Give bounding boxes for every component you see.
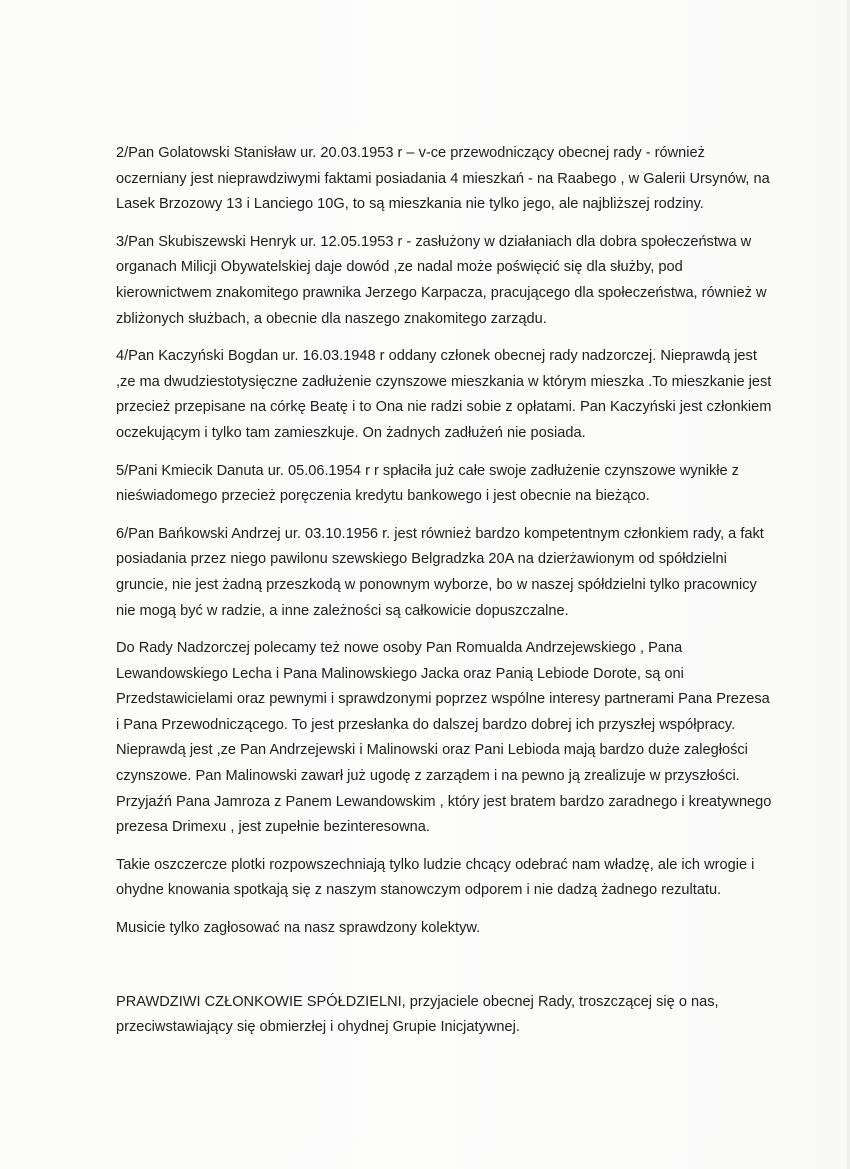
paragraph-vote-call: Musicie tylko zagłosować na nasz sprawdzony kolektyw. bbox=[116, 920, 481, 937]
paragraph-bankowski: 6/Pan Bańkowski Andrzej ur. 03.10.1956 r. jest również bardzo kompetentnym członkiem rady, a fakt posiadania przez niego pawilonu szewskiego Belgradzka 20A na dzierżawionym od spółdzielni gruncie, nie jest żadną przeszkodą w ponownym wyborze, bo w naszej spółdzielni tylko pracownicy nie mogą być w radzie, a inne zależności są całkowicie dopuszczalne. bbox=[116, 525, 764, 619]
paragraph-golatowski: 2/Pan Golatowski Stanisław ur. 20.03.1953 r – v-ce przewodniczący obecnej rady - również oczerniany jest nieprawdziwymi faktami posiadania 4 mieszkań - na Raabego , w Galerii Ursynów, na Lasek Brzozowy 13 i Lanciego 10G, to są mieszkania nie tylko jego, ale najbliższej rodziny. bbox=[116, 145, 770, 213]
paragraph-skubiszewski: 3/Pan Skubiszewski Henryk ur. 12.05.1953 r - zasłużony w działaniach dla dobra społeczeństwa w organach Milicji Obywatelskiej daje dowód ,ze nadal może poświęcić się dla służby, pod kierownictwem znakomitego prawnika Jerzego Karpacza, pracującego dla społeczeństwa, również w zbliżonych służbach, a obecnie dla naszego znakomitego zarządu. bbox=[116, 233, 767, 327]
paragraph-slander-rebuttal: Takie oszczercze plotki rozpowszechniają tylko ludzie chcący odebrać nam władzę, ale ich wrogie i ohydne knowania spotkają się z naszym stanowczym odporem i nie dadzą żadnego rezultatu. bbox=[116, 856, 755, 899]
signature-paragraph: PRAWDZIWI CZŁONKOWIE SPÓŁDZIELNI, przyjaciele obecnej Rady, troszczącej się o nas, przeciwstawiający się obmierzłej i ohydnej Grupie Inicjatywnej. bbox=[116, 993, 719, 1036]
document-body bbox=[116, 141, 776, 1041]
paragraph-kaczynski: 4/Pan Kaczyński Bogdan ur. 16.03.1948 r oddany członek obecnej rady nadzorczej. Nieprawdą jest ,ze ma dwudziestotysięczne zadłużenie czynszowe mieszkania w którym mieszka .To mieszkanie jest przecież przepisane na córkę Beatę i to Ona nie radzi sobie z opłatami. Pan Kaczyński jest członkiem oczekującym i tylko tam zamieszkuje. On żadnych zadłużeń nie posiada. bbox=[116, 348, 772, 441]
paragraph-new-candidates: Do Rady Nadzorczej polecamy też nowe osoby Pan Romualda Andrzejewskiego , Pana Lewandowskiego Lecha i Pana Malinowskiego Jacka oraz Panią Lebiode Dorote, są oni Przedstawicielami oraz pewnymi i sprawdzonymi poprzez wspólne interesy partnerami Pana Prezesa i Pana Przewodniczącego. To jest przesłanka do dalszej bardzo dobrej ich przyszłej współpracy. Nieprawdą jest ,ze Pan Andrzejewski i Malinowski oraz Pani Lebioda mają bardzo duże zaległości czynszowe. Pan Malinowski zawarł już ugodę z zarządem i na pewno ją zrealizuje w przyszłości. Przyjaźń Pana Jamroza z Panem Lewandowskim , który jest bratem bardzo zaradnego i kreatywnego prezesa Drimexu , jest zupełnie bezinteresowna. bbox=[116, 640, 772, 836]
paragraph-kmiecik: 5/Pani Kmiecik Danuta ur. 05.06.1954 r r spłaciła już całe swoje zadłużenie czynszowe wynikłe z nieświadomego przecież poręczenia kredytu bankowego i jest obecnie na bieżąco. bbox=[116, 462, 739, 505]
